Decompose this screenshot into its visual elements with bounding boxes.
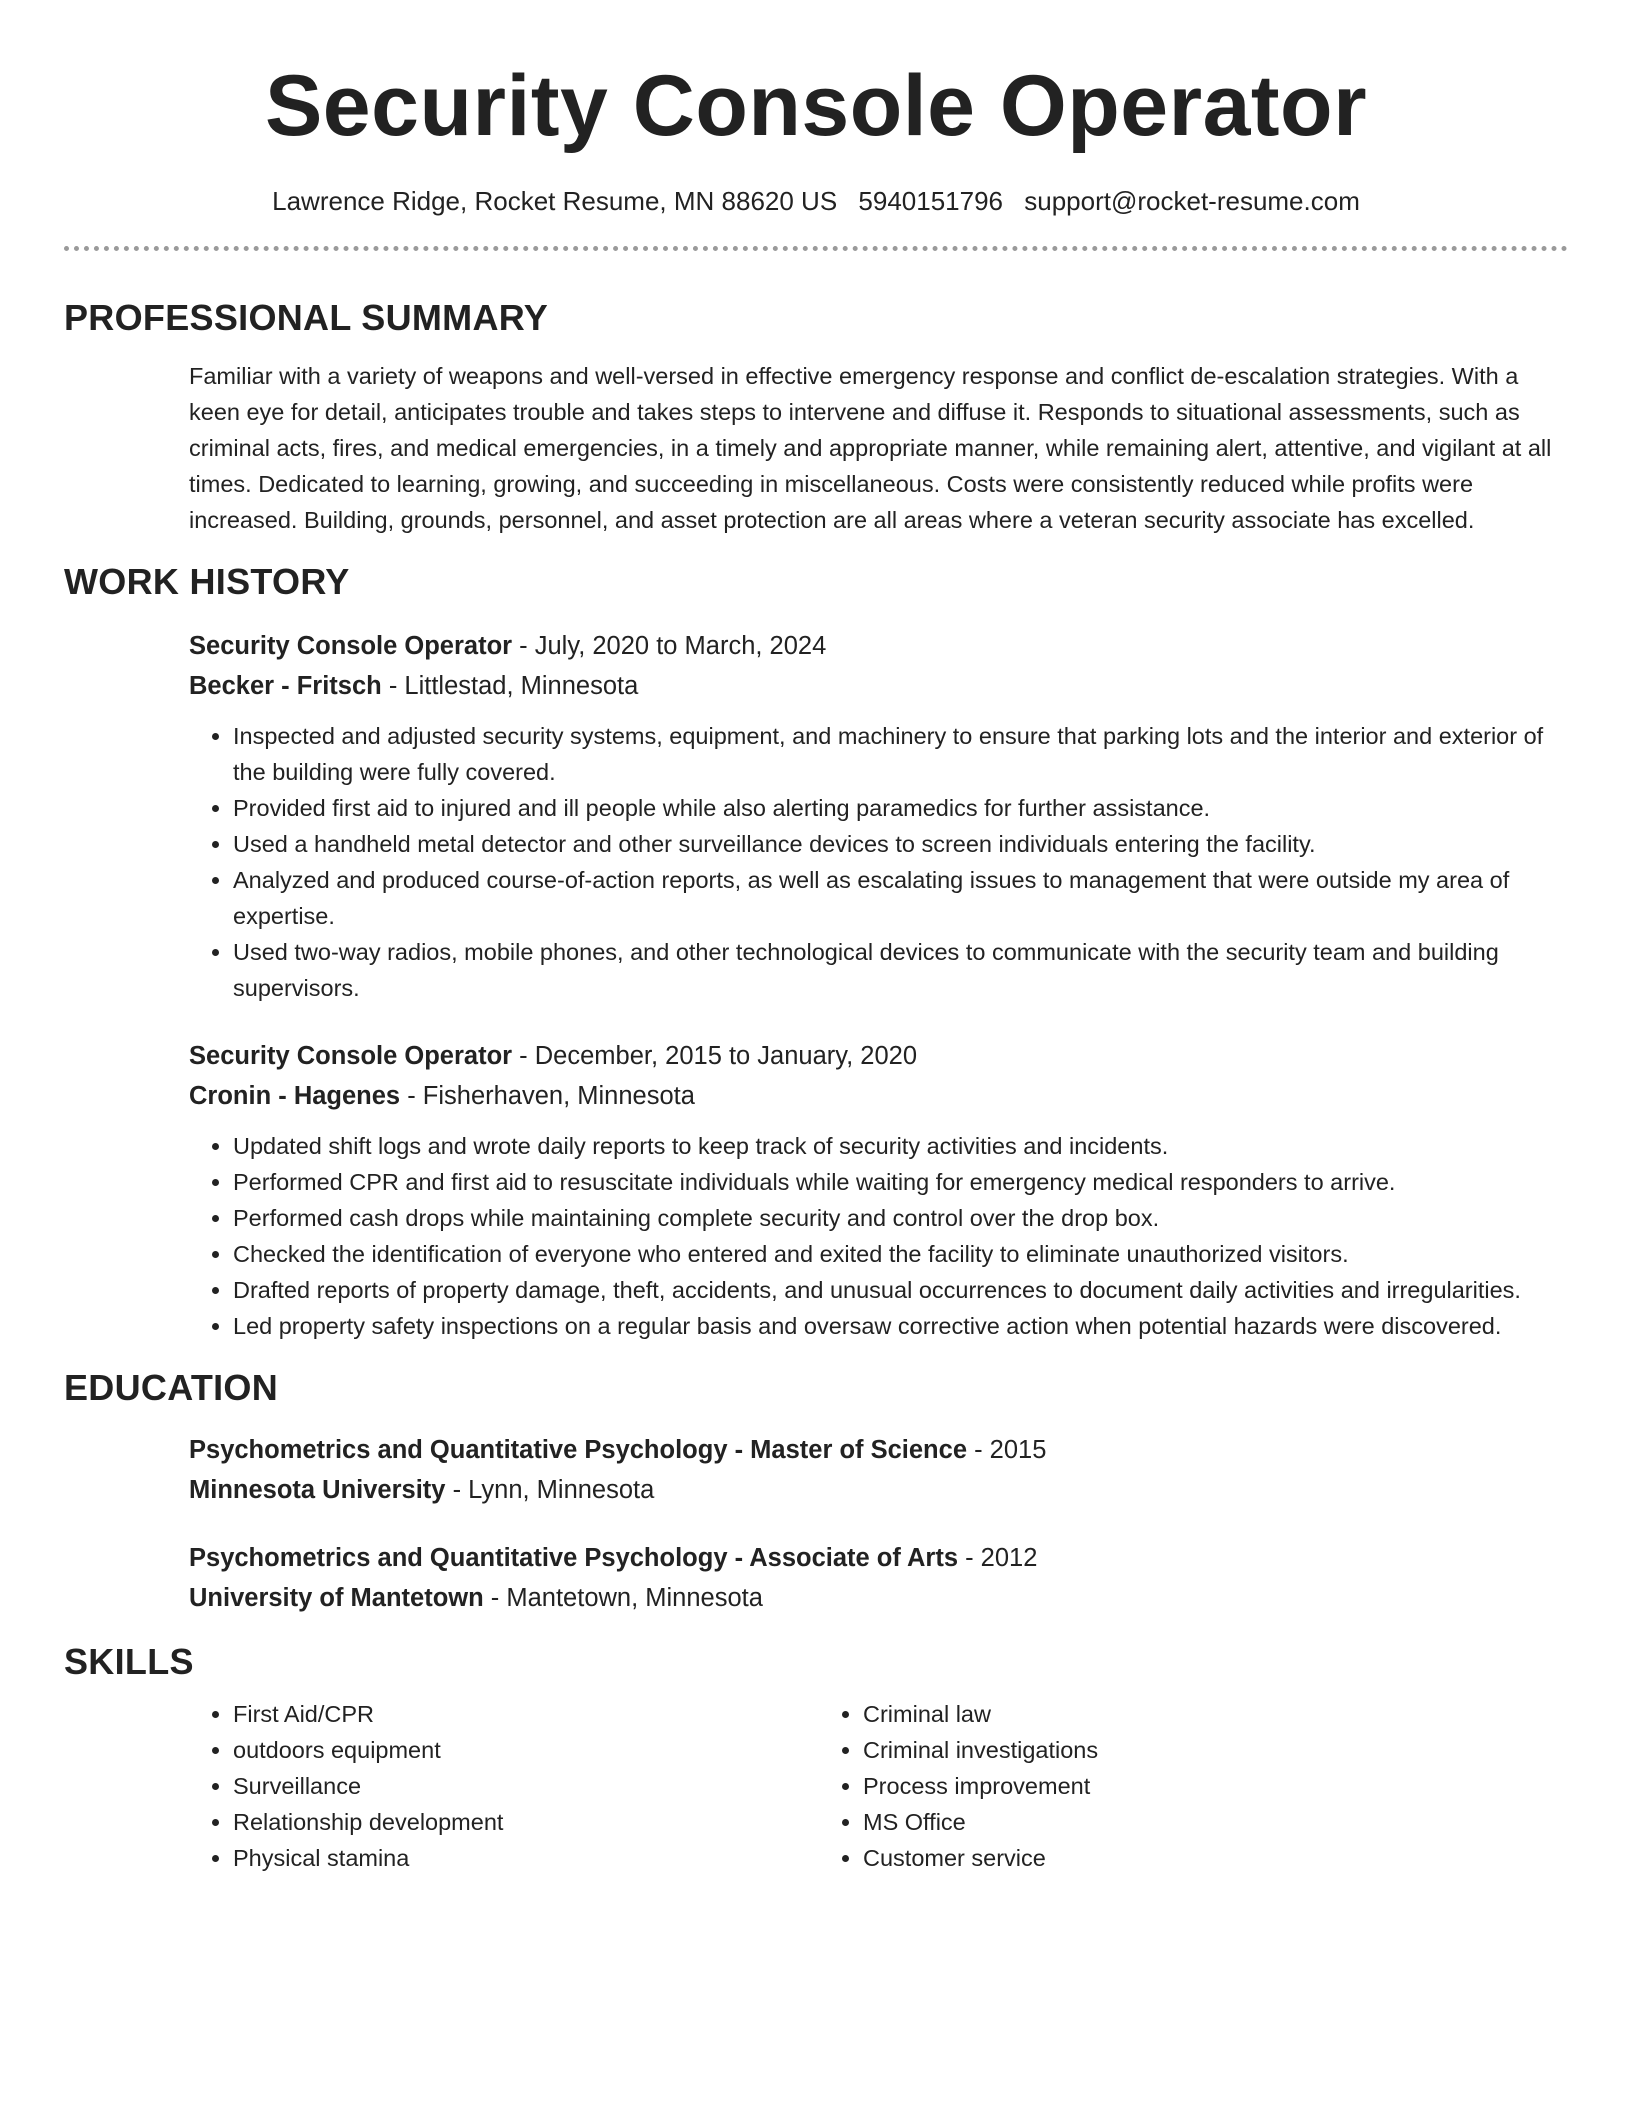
contact-line <box>64 184 1568 218</box>
job-bullet: • Provided first aid to injured and ill people while also alerting paramedics for further assistance. <box>233 790 1568 826</box>
job-dates: - July, 2020 to March, 2024 <box>512 632 827 660</box>
job-bullet: • Inspected and adjusted security systems, equipment, and machinery to ensure that parking lots and the interior and exterior of the building were fully covered. <box>233 718 1568 790</box>
work-history-title: WORK HISTORY <box>64 561 350 602</box>
skill-item: • First Aid/CPR <box>233 1696 819 1732</box>
education-location: - Mantetown, Minnesota <box>483 1584 763 1612</box>
job-bullets <box>189 718 1568 1006</box>
header-divider <box>64 246 1568 251</box>
education-year: - 2015 <box>967 1436 1047 1464</box>
education-school-line <box>189 1578 1568 1618</box>
job-bullet: • Updated shift logs and wrote daily reports to keep track of security activities and incidents. <box>233 1128 1568 1164</box>
education-degree: Psychometrics and Quantitative Psychology - Master of Science <box>189 1436 967 1464</box>
job-bullet: • Performed cash drops while maintaining complete security and control over the drop box. <box>233 1200 1568 1236</box>
job-location: - Fisherhaven, Minnesota <box>400 1082 695 1110</box>
skills-title: SKILLS <box>64 1641 194 1682</box>
work-history-section <box>64 560 1568 1344</box>
job-bullet: • Used a handheld metal detector and other surveillance devices to screen individuals entering the facility. <box>233 826 1568 862</box>
skill-item: • Relationship development <box>233 1804 819 1840</box>
summary-title: PROFESSIONAL SUMMARY <box>64 297 549 338</box>
job-bullet: • Drafted reports of property damage, theft, accidents, and unusual occurrences to document daily activities and irregularities. <box>233 1272 1568 1308</box>
skill-item: • Criminal law <box>863 1696 1449 1732</box>
education-year: - 2012 <box>958 1544 1038 1572</box>
education-degree: Psychometrics and Quantitative Psychology - Associate of Arts <box>189 1544 958 1572</box>
job-company-line <box>189 666 1568 706</box>
job-company: Cronin - Hagenes <box>189 1082 401 1110</box>
job-company: Becker - Fritsch <box>189 672 382 700</box>
job-bullet: • Led property safety inspections on a regular basis and oversaw corrective action when potential hazards were discovered. <box>233 1308 1568 1344</box>
education-degree-line <box>189 1538 1568 1578</box>
job-bullet: • Performed CPR and first aid to resuscitate individuals while waiting for emergency medical responders to arrive. <box>233 1164 1568 1200</box>
education-entry <box>189 1430 1568 1510</box>
job-bullet: • Used two-way radios, mobile phones, and other technological devices to communicate with the security team and building supervisors. <box>233 934 1568 1006</box>
skill-item: • Physical stamina <box>233 1840 819 1876</box>
skill-item: • Process improvement <box>863 1768 1449 1804</box>
job-dates: - December, 2015 to January, 2020 <box>512 1042 918 1070</box>
job-title-line <box>189 1036 1568 1076</box>
candidate-name: Security Console Operator <box>264 58 1368 154</box>
contact-address: Lawrence Ridge, Rocket Resume, MN 88620 US <box>272 186 838 216</box>
job-entry <box>189 1036 1568 1344</box>
job-bullets <box>189 1128 1568 1344</box>
job-role: Security Console Operator <box>189 632 513 660</box>
job-location: - Littlestad, Minnesota <box>381 672 639 700</box>
skills-list-right <box>819 1696 1449 1876</box>
education-title: EDUCATION <box>64 1367 279 1408</box>
contact-email: support@rocket-resume.com <box>1024 186 1360 216</box>
summary-text: Familiar with a variety of weapons and well-versed in effective emergency response and conflict de-escalation strategies. With a keen eye for detail, anticipates trouble and takes steps to intervene and diffuse it. Responds to situational assessments, such as criminal acts, fires, and medical emergencies, in a timely and appropriate manner, while remaining alert, attentive, and vigilant at all times. Dedicated to learning, growing, and succeeding in miscellaneous. Costs were consistently reduced while profits were increased. Building, grounds, personnel, and asset protection are all areas where a veteran security associate has excelled. <box>189 363 1552 533</box>
skill-item: • Surveillance <box>233 1768 819 1804</box>
education-degree-line <box>189 1430 1568 1470</box>
education-school: Minnesota University <box>189 1476 446 1504</box>
job-entry <box>189 626 1568 1006</box>
skill-item: • Customer service <box>863 1840 1449 1876</box>
education-entry <box>189 1538 1568 1618</box>
skills-section <box>64 1640 1568 1876</box>
job-company-line <box>189 1076 1568 1116</box>
education-school-line <box>189 1470 1568 1510</box>
skills-list-left <box>189 1696 819 1876</box>
education-school: University of Mantetown <box>189 1584 484 1612</box>
skill-item: • MS Office <box>863 1804 1449 1840</box>
summary-section <box>64 296 1568 538</box>
skill-item: • outdoors equipment <box>233 1732 819 1768</box>
skills-columns <box>189 1696 1568 1876</box>
job-bullet: • Checked the identification of everyone who entered and exited the facility to eliminate unauthorized visitors. <box>233 1236 1568 1272</box>
job-bullet: • Analyzed and produced course-of-action reports, as well as escalating issues to management that were outside my area of expertise. <box>233 862 1568 934</box>
job-role: Security Console Operator <box>189 1042 513 1070</box>
job-title-line <box>189 626 1568 666</box>
education-location: - Lynn, Minnesota <box>445 1476 655 1504</box>
contact-phone: 5940151796 <box>858 186 1004 216</box>
education-section <box>64 1366 1568 1618</box>
skill-item: • Criminal investigations <box>863 1732 1449 1768</box>
